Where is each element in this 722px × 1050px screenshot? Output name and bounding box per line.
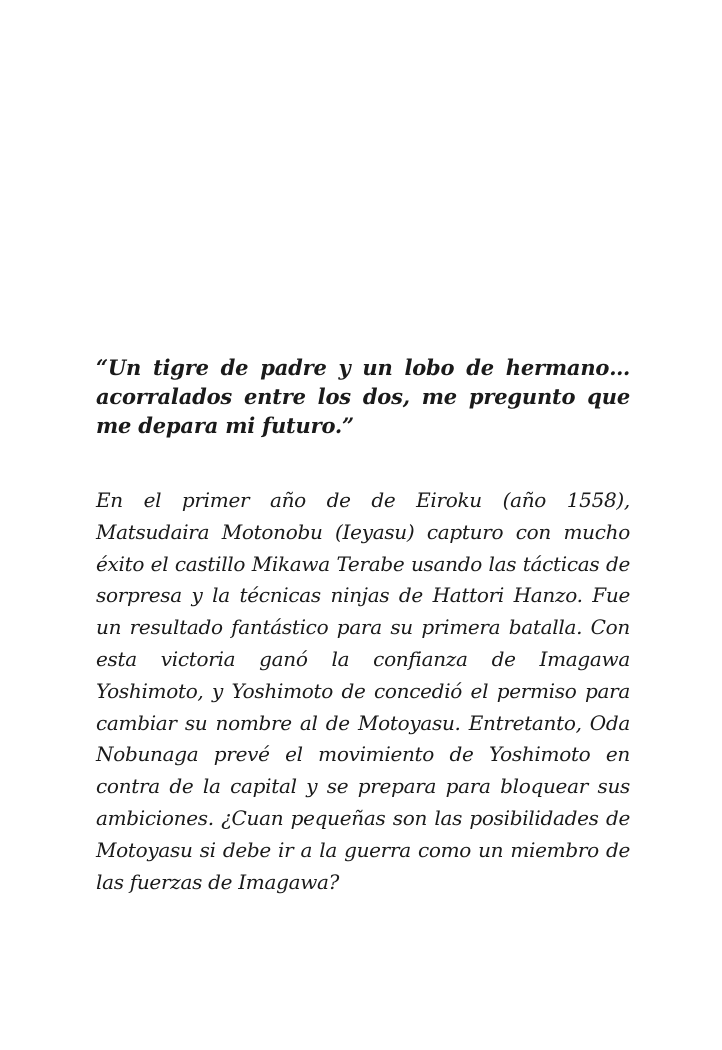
body-paragraph: En el primer año de de Eiroku (año 1558), Matsudaira Motonobu (Ieyasu) capturo con mucho éxito el castillo Mikawa Terabe usando las tácticas de sorpresa y la técnicas ninjas de Hattori Hanzo. Fue un resultado fantástico para su primera batalla. Con esta victoria ganó la confianza de Imagawa Yoshimoto, y Yoshimoto de concedió el permiso para cambiar su nombre al de Motoyasu. Entretanto, Oda Nobunaga prevé el movimiento de Yoshimoto en contra de la capital y se prepara para bloquear sus ambiciones. ¿Cuan pequeñas son las posibilidades de Motoyasu si debe ir a la guerra como un miembro de las fuerzas de Imagawa? bbox=[96, 488, 630, 894]
epigraph-quote: “Un tigre de padre y un lobo de hermano…acorralados entre los dos, me pregunto que me depara mi futuro.” bbox=[96, 355, 630, 438]
